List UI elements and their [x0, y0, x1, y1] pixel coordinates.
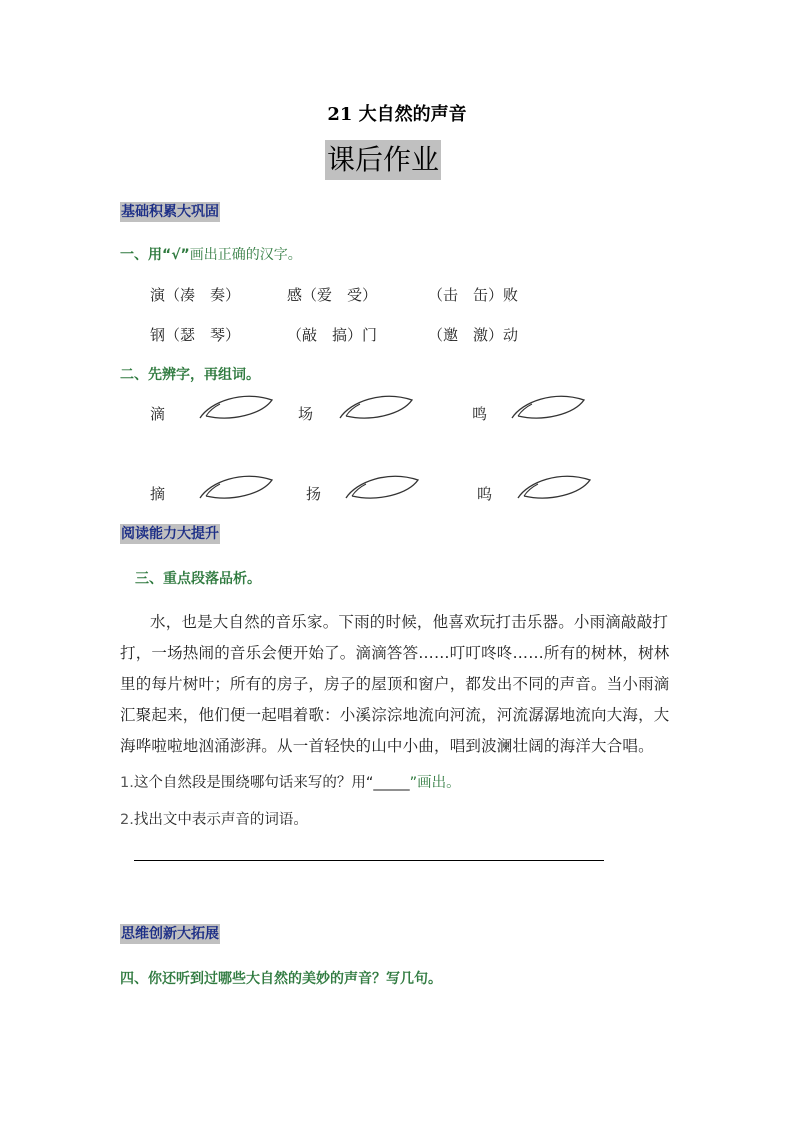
- question-1-label: 一、用: [120, 247, 162, 263]
- question-1-text: 画出正确的汉字。: [189, 247, 302, 263]
- sub-question-2: [120, 808, 308, 829]
- leaf-blank-icon[interactable]: [196, 472, 276, 504]
- char-yang: 扬: [306, 485, 322, 503]
- paragraph-line: 打，一场热闹的音乐会便开始了。滴滴答答……叮叮咚咚……所有的树林，树林: [120, 644, 670, 662]
- char-wu: 呜: [477, 485, 493, 503]
- sub-question-1-text: 这个自然段是围绕哪句话来写的？用“: [133, 775, 374, 791]
- choice-item-6[interactable]: （邀 激）动: [428, 326, 519, 344]
- section-basic: 基础积累大巩固: [121, 204, 219, 220]
- section-creative: 思维创新大拓展: [121, 926, 219, 942]
- choice-item-5[interactable]: （敲 搞）门: [287, 326, 378, 344]
- section-reading: 阅读能力大提升: [121, 526, 219, 542]
- answer-line[interactable]: [134, 860, 604, 861]
- choice-item-1[interactable]: 演（凑 奏）: [150, 286, 241, 304]
- char-di: 滴: [150, 405, 166, 423]
- sub-question-1: [120, 771, 461, 792]
- char-ming: 鸣: [472, 405, 488, 423]
- paragraph-line: 汇聚起来，他们便一起唱着歌：小溪淙淙地流向河流，河流潺潺地流向大海，大: [120, 706, 670, 724]
- leaf-blank-icon[interactable]: [514, 472, 594, 504]
- question-2-label: 二、先辨字，再组词。: [120, 367, 260, 383]
- leaf-blank-icon[interactable]: [342, 472, 422, 504]
- lesson-title: 21 大自然的声音: [327, 104, 467, 125]
- leaf-blank-icon[interactable]: [336, 392, 416, 424]
- homework-title: 课后作业: [325, 140, 441, 180]
- leaf-blank-icon[interactable]: [196, 392, 276, 424]
- sub-question-1-number: 1.: [120, 775, 134, 791]
- question-4-label: 四、你还听到过哪些大自然的美妙的声音？写几句。: [120, 971, 442, 987]
- paragraph-line: 海哗啦啦地汹涌澎湃。从一首轻快的山中小曲，唱到波澜壮阔的海洋大合唱。: [120, 737, 654, 755]
- paragraph-line: 里的每片树叶；所有的房子，房子的屋顶和窗户，都发出不同的声音。当小雨滴: [120, 675, 670, 693]
- sub-question-1-end: ”画出。: [409, 775, 461, 791]
- paragraph-line: 水，也是大自然的音乐家。下雨的时候，他喜欢玩打击乐器。小雨滴敲敲打: [150, 613, 669, 631]
- choice-item-4[interactable]: 钢（瑟 琴）: [150, 326, 241, 344]
- choice-item-3[interactable]: （击 缶）败: [428, 286, 519, 304]
- check-mark: “√”: [162, 247, 190, 263]
- choice-item-2[interactable]: 感（爱 受）: [287, 286, 378, 304]
- question-1: [120, 244, 302, 264]
- char-chang: 场: [298, 405, 314, 423]
- char-zhai: 摘: [150, 485, 166, 503]
- leaf-blank-icon[interactable]: [508, 392, 588, 424]
- underline-blank: _____: [373, 775, 410, 791]
- sub-question-2-text: 找出文中表示声音的词语。: [133, 812, 308, 828]
- question-3-label: 三、重点段落品析。: [135, 571, 261, 587]
- sub-question-2-number: 2.: [120, 812, 134, 828]
